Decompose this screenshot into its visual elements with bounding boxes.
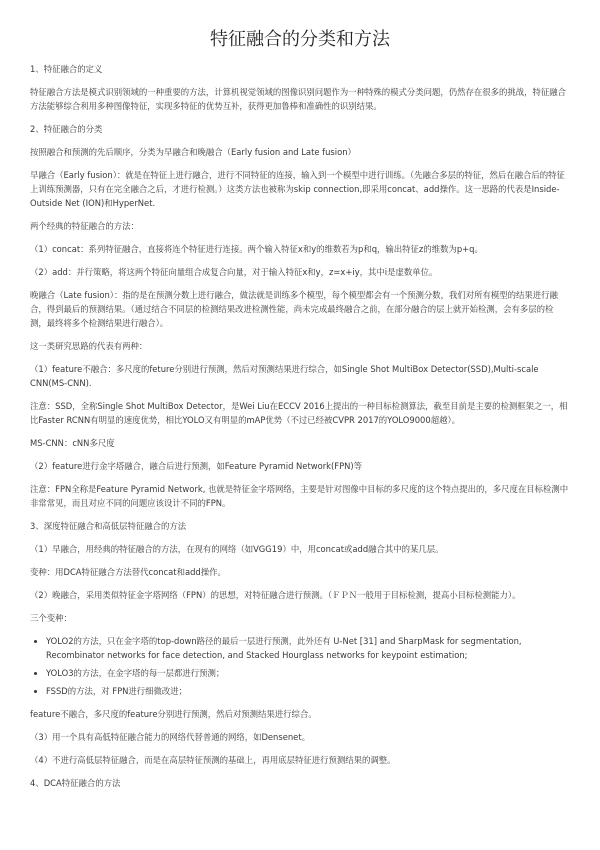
paragraph-late-fpn: （2）晚融合，采用类似特征金字塔网络（FPN）的思想，对特征融合进行预测。（ＦＰＮ一般用于目标检测，提高小目标检测能力）。	[30, 590, 521, 600]
paragraph-early-vgg: （1）早融合，用经典的特征融合的方法，在现有的网络（如VGG19）中，用concat或add融合其中的某几层。	[30, 544, 444, 554]
variant-list	[30, 634, 570, 698]
section-heading-2: 2、特征融合的分类	[30, 124, 103, 134]
paragraph-fpn: （2）feature进行金字塔融合，融合后进行预测，如Feature Pyramid Network(FPN)等	[30, 461, 363, 471]
paragraph-note-ssd: 注意：SSD，全称Single Shot MultiBox Detector，是Wei Liu在ECCV 2016上提出的一种目标检测算法，截至目前是主要的检测框架之一，相比Faster RCNN有明显的速度优势，相比YOLO又有明显的mAP优势（不过已经被CVPR 2017的YOLO9000超越）。	[30, 401, 568, 425]
paragraph-representatives: 这一类研究思路的代表有两种：	[30, 341, 148, 351]
paragraph-feature-no-fusion: （1）feature不融合：多尺度的feture分别进行预测，然后对预测结果进行综合，如Single Shot MultiBox Detector(SSD),Multi-scale CNN(MS-CNN).	[30, 364, 539, 388]
paragraph-late-fusion: 晚融合（Late fusion）：指的是在预测分数上进行融合，做法就是训练多个模型，每个模型都会有一个预测分数，我们对所有模型的结果进行融合，得到最后的预测结果。（通过结合不同层的检测结果改进检测性能，尚未完成最终融合之前，在部分融合的层上就开始检测，会有多层的检测，最终将多个检测结果进行融合）。	[30, 290, 558, 328]
paragraph-two-methods: 两个经典的特征融合的方法：	[30, 221, 139, 231]
paragraph-add: （2）add：并行策略，将这两个特征向量组合成复合向量，对于输入特征x和y，z=x+iy，其中i是虚数单位。	[30, 267, 438, 277]
section-heading-1: 1、特征融合的定义	[30, 64, 103, 74]
document-body	[30, 62, 570, 790]
paragraph-early-fusion: 早融合（Early fusion）：就是在特征上进行融合，进行不同特征的连接，输入到一个模型中进行训练。（先融合多层的特征，然后在融合后的特征上训练预测器，只有在完全融合之后，才进行检测。）这类方法也被称为skip connection,即采用concat、add操作。这一思路的代表是Inside-Outside Net (ION)和HyperNet.	[30, 170, 565, 208]
paragraph-ms-cnn: MS-CNN：cNN多尺度	[30, 438, 115, 448]
list-item: • YOLO2的方法，只在金字塔的top-down路径的最后一层进行预测，此外还有 U-Net [31] and SharpMask for segmentation, Recombinator networks for face detection, and Stacked Hourglass networks for keypoint estimation;	[46, 634, 570, 662]
paragraph-definition: 特征融合方法是模式识别领域的一种重要的方法，计算机视觉领域的图像识别问题作为一种特殊的模式分类问题，仍然存在很多的挑战，特征融合方法能够综合利用多种图像特征，实现多特征的优势互补，获得更加鲁棒和准确性的识别结果。	[30, 87, 566, 111]
paragraph-variant-dca: 变种：用DCA特征融合方法替代concat和add操作。	[30, 567, 226, 577]
list-item: • FSSD的方法，对 FPN进行细微改进；	[46, 684, 570, 698]
section-heading-3: 3、深度特征融合和高低层特征融合的方法	[30, 521, 187, 531]
paragraph-feature-no-fusion-2: feature不融合，多尺度的feature分别进行预测，然后对预测结果进行综合。	[30, 709, 317, 719]
paragraph-densenet: （3）用一个具有高低特征融合能力的网络代替普通的网络，如Densenet。	[30, 732, 310, 742]
paragraph-note-fpn: 注意：FPN全称是Feature Pyramid Network, 也就是特征金字塔网络，主要是针对图像中目标的多尺度的这个特点提出的，多尺度在目标检测中非常常见，而且对应不同的问题应该设计不同的FPN。	[30, 484, 569, 508]
section-heading-4: 4、DCA特征融合的方法	[30, 778, 121, 788]
list-item: • YOLO3的方法，在金字塔的每一层都进行预测；	[46, 666, 570, 680]
paragraph-classification: 按照融合和预测的先后顺序，分类为早融合和晚融合（Early fusion and Late fusion）	[30, 147, 356, 157]
paragraph-no-high-low: （4）不进行高低层特征融合，而是在高层特征预测的基础上，再用底层特征进行预测结果的调整。	[30, 755, 396, 765]
paragraph-three-variants: 三个变种：	[30, 613, 72, 623]
page-title: 特征融合的分类和方法	[210, 29, 390, 50]
paragraph-concat: （1）concat：系列特征融合，直接将连个特征进行连接。两个输入特征x和y的维数若为p和q，输出特征z的维数为p+q。	[30, 244, 483, 254]
